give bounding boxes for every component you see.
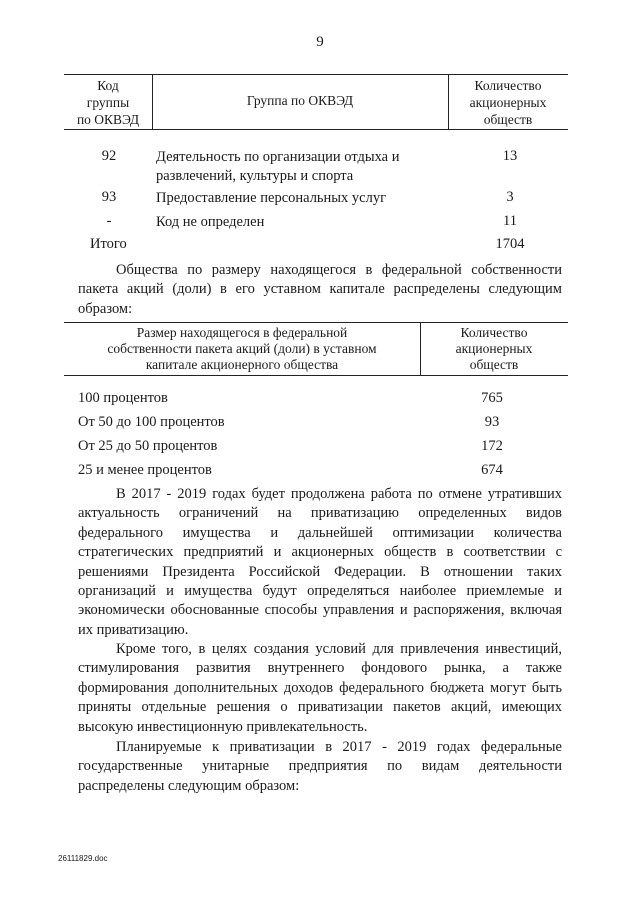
paragraph [78,738,562,796]
table-row [64,438,568,462]
row-count: 13 [502,148,518,164]
total-count: 1704 [495,236,525,252]
row-label: 25 и менее процентов [78,462,212,478]
paragraph [78,640,562,737]
header-size-line: собственности пакета акций (доли) в уставном [107,341,377,356]
page-number: 9 [316,34,324,50]
header-count-line: обществ [483,112,533,127]
row-count: 11 [503,213,517,229]
total-label: Итого [90,236,127,252]
row-name [156,148,446,186]
header-size [64,325,420,373]
row-code: - [106,213,112,229]
header-size-line: капитале акционерного общества [145,357,339,372]
header-count-line: Количество [460,325,528,340]
row-count: 765 [481,390,503,406]
row-name [156,189,446,208]
stake-table-body [64,390,568,486]
row-label: От 25 до 50 процентов [78,438,218,454]
table-row [64,462,568,486]
row-name [156,213,446,232]
header-count-line: акционерных [455,341,533,356]
header-count-line: Количество [474,78,542,93]
header-count-line: обществ [469,357,519,372]
intro-paragraph [78,261,562,319]
row-label: 100 процентов [78,390,168,406]
okved-table [64,74,568,252]
paragraph-text: Кроме того, в целях создания условий для привлечения инвестиций, стимулирования развития внутреннего фондового рынка, а также формирования дополнительных доходов федерального бюджета могут быть приняты отдельные решения о приватизации пакетов акций, имеющих высокую инвестиционную привлекательность. [78,641,562,735]
header-count-line: акционерных [469,95,547,110]
row-name-line: Код не определен [156,214,265,230]
okved-table-header [64,74,568,130]
paragraph-text: Планируемые к приватизации в 2017 - 2019 годах федеральные государственные унитарные предприятия по видам деятельности распределены следующим образом: [78,739,562,794]
row-count: 172 [481,438,503,454]
row-name-line: Деятельность по организации отдыха и [156,149,400,165]
document-code: 26111829.doc [58,854,108,863]
row-label: От 50 до 100 процентов [78,414,225,430]
header-code-line: по ОКВЭД [76,112,140,127]
row-count: 674 [481,462,503,478]
row-code: 93 [101,189,117,205]
paragraph-text: В 2017 - 2019 годах будет продолжена работа по отмене утративших актуальность ограничений на приватизацию определенных видов федерального имущества и дальнейшей оптимизации количества стратегических предприятий и акционерных обществ в соответствии с решениями Президента Российской Федерации. В отношении таких организаций и имущества будут определяться наиболее приемлемые и экономически обоснованные способы управления и распоряжения, включая их приватизацию. [78,486,562,638]
header-code [64,77,152,128]
header-size-line: Размер находящегося в федеральной [136,325,348,340]
header-count [448,77,568,128]
stake-table [64,322,568,478]
row-name-line: развлечений, культуры и спорта [156,168,354,184]
table-row [64,390,568,414]
stake-table-header [64,322,568,376]
paragraph [78,485,562,640]
table-row [64,414,568,438]
row-count: 93 [484,414,500,430]
header-count [420,325,568,373]
row-name-line: Предоставление персональных услуг [156,190,387,206]
intro-paragraph-text: Общества по размеру находящегося в федеральной собственности пакета акций (доли) в его уставном капитале распределены следующим образом: [78,262,562,317]
header-code-line: Код [97,78,119,93]
row-count: 3 [506,189,514,205]
header-code-line: группы [86,95,130,110]
header-group: Группа по ОКВЭД [246,93,354,108]
row-code: 92 [101,148,117,164]
